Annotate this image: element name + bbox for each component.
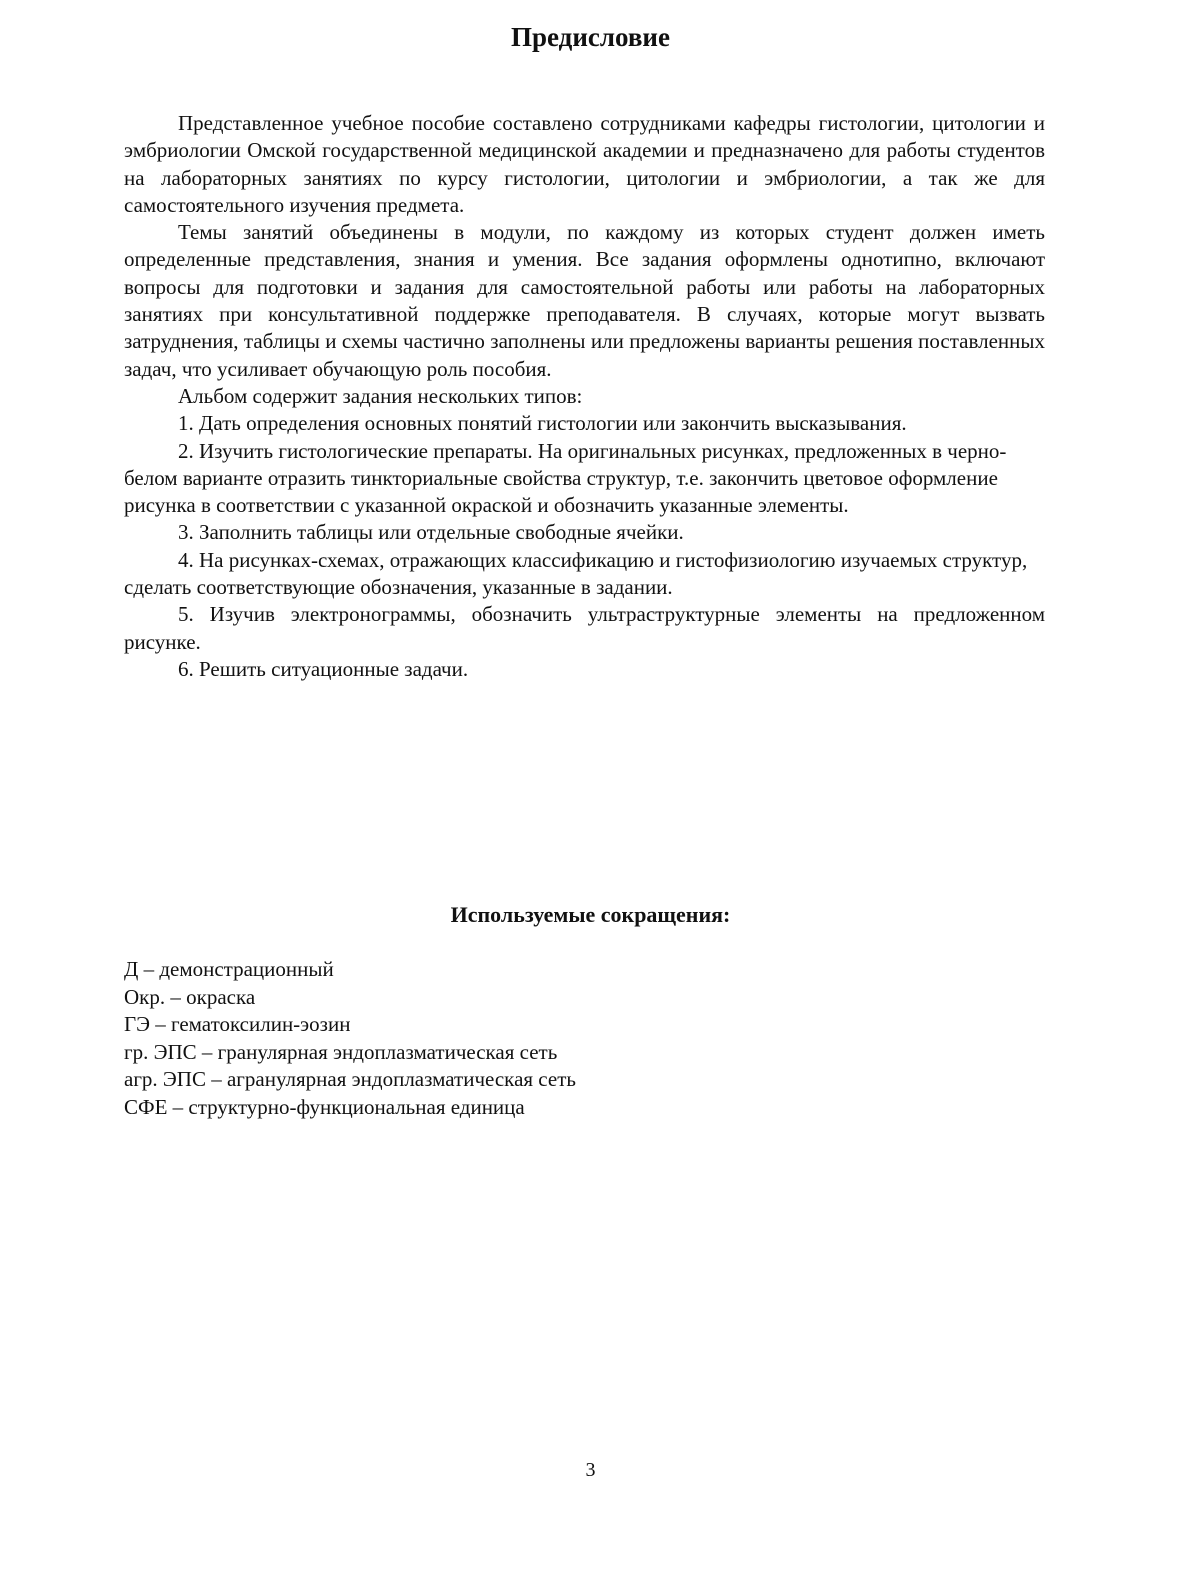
abbreviation-item: СФЕ – структурно-функциональная единица [124,1094,525,1119]
paragraph-task-types: Альбом содержит задания нескольких типов: [178,383,583,408]
list-item-task-4: 4. На рисунках-схемах, отражающих классификацию и гистофизиологию изучаемых структур, сделать соответствующие обозначения, указанные в задании. [124,547,1028,600]
abbreviations-list [124,956,924,1121]
list-item-task-6: 6. Решить ситуационные задачи. [178,656,469,681]
abbreviations-heading: Используемые сокращения: [450,902,731,927]
list-item-task-1: 1. Дать определения основных понятий гистологии или закончить высказывания. [178,411,907,436]
list-item-task-3: 3. Заполнить таблицы или отдельные свободные ячейки. [178,520,684,545]
preface-body [124,110,1045,683]
abbreviation-item: Окр. – окраска [124,984,256,1009]
paragraph-modules: Темы занятий объединены в модули, по каждому из которых студент должен иметь определенные представления, знания и умения. Все задания оформлены однотипно, включают вопросы для подготовки и задания для самостоятельной работы или работы на лабораторных занятиях при консультативной поддержке преподавателя. В случаях, которые могут вызвать затруднения, таблицы и схемы частично заполнены или предложены варианты решения поставленных задач, что усиливает обучающую роль пособия. [124,220,1045,381]
abbreviation-item: ГЭ – гематоксилин-эозин [124,1012,351,1036]
list-item-task-2: 2. Изучить гистологические препараты. На оригинальных рисунках, предложенных в черно-белом варианте отразить тинкториальные свойства структур, т.е. закончить цветовое оформление рисунка в соответствии с указанной окраской и обозначить указанные элементы. [124,438,1007,518]
page-title: Предисловие [511,22,670,52]
page-number: 3 [585,1459,596,1481]
abbreviation-item: гр. ЭПС – гранулярная эндоплазматическая сеть [124,1039,558,1064]
paragraph-intro: Представленное учебное пособие составлено сотрудниками кафедры гистологии, цитологии и эмбриологии Омской государственной медицинской академии и предназначено для работы студентов на лабораторных занятиях по курсу гистологии, цитологии и эмбриологии, а так же для самостоятельного изучения предмета. [124,111,1045,217]
abbreviation-item: Д – демонстрационный [124,957,334,981]
abbreviation-item: агр. ЭПС – агранулярная эндоплазматическая сеть [124,1067,576,1091]
list-item-task-5: 5. Изучив электронограммы, обозначить ультраструктурные элементы на предложенном рисунке. [124,602,1045,654]
